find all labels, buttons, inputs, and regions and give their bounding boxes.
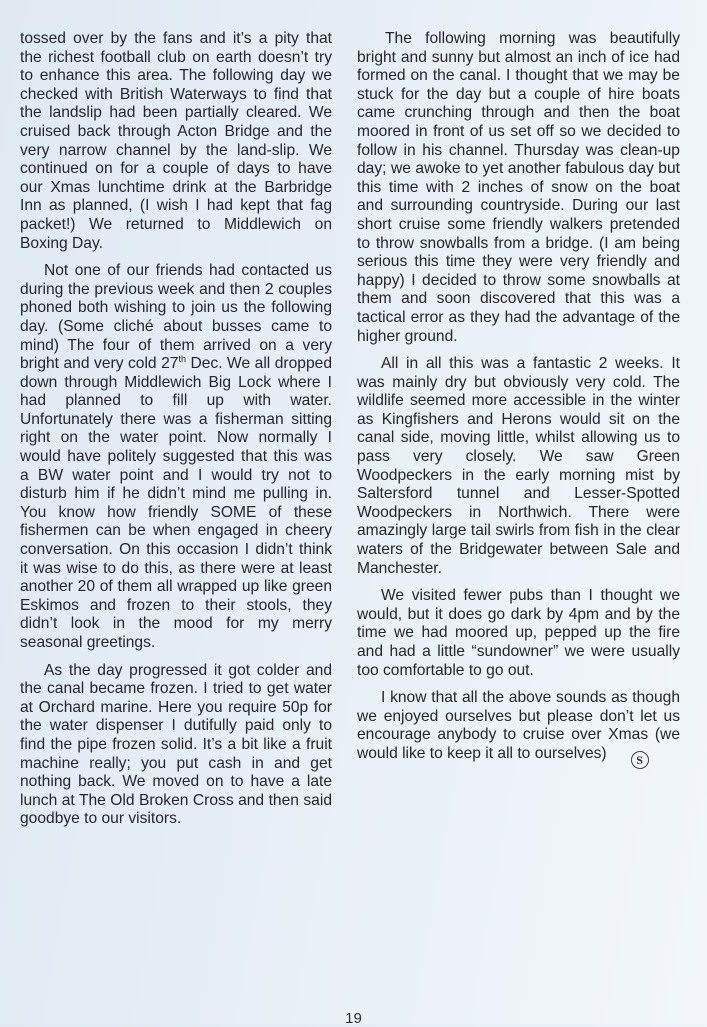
paragraph: tossed over by the fans and it’s a pity that the richest football club on earth doesn’t try to enhance this area. The following day we checked with British Waterways to find that the landslip had been partially cleared. We cruised back through Acton Bridge and the very narrow channel by the land-slip. We continued on for a couple of days to have our Xmas lunchtime drink at the Barbridge Inn as planned, (I wish I had kept that fag packet!) We returned to Middlewich on Boxing Day. <box>20 30 332 252</box>
ordinal-suffix: th <box>178 353 186 364</box>
paragraph: The following morning was beautifully bright and sunny but almost an inch of ice had formed on the canal. I thought that we may be stuck for the day but a couple of hire boats came crunching through and then the boat moored in front of us set off so we decided to follow in his channel. Thursday was clean-up day; we awoke to yet another fabulous day but this time with 2 inches of snow on the boat and surrounding countryside. During our last short cruise some friendly walkers pretended to throw snowballs from a bridge. (I am being serious this time they were very friendly and happy) I decided to throw some snowballs at them and soon discovered that this was a tactical error as they had the advantage of the higher ground. <box>357 30 680 345</box>
paragraph: We visited fewer pubs than I thought we would, but it does go dark by 4pm and by the time we had moored up, pepped up the fire and had a little “sundowner” we were usually too comfortable to go out. <box>357 587 680 679</box>
paragraph <box>357 689 680 767</box>
paragraph: All in all this was a fantastic 2 weeks. It was mainly dry but obviously very cold. The wildlife seemed more accessible in the winter as Kingfishers and Herons would sit on the canal side, moving little, whilst allowing us to pass very closely. We saw Green Woodpeckers in the early morning mist by Saltersford tunnel and Lesser-Spotted Woodpeckers in Northwich. There were amazingly large tail swirls from fish in the clear waters of the Bridgewater between Sale and Manchester. <box>357 355 680 577</box>
page-number: 19 <box>345 1010 362 1027</box>
paragraph <box>20 262 332 652</box>
end-of-article-icon: S <box>631 751 649 769</box>
paragraph: As the day progressed it got colder and the canal became frozen. I tried to get water at Orchard marine. Here you require 50p for the water dispenser I dutifully paid only to find the pipe frozen solid. It’s a bit like a fruit machine really; you put cash in and get nothing back. We moved on to have a late lunch at The Old Broken Cross and then said goodbye to our visitors. <box>20 661 332 828</box>
left-column <box>20 30 332 838</box>
paragraph-text: Not one of our friends had contacted us during the previous week and then 2 couples phoned both wishing to join us the following day. (Some cliché about busses came to mind) The four of them arrived on a very bright and very cold 27 <box>20 262 332 373</box>
right-column <box>357 30 680 773</box>
paragraph-text: I know that all the above sounds as though we enjoyed ourselves but please don’t let us encourage anybody to cruise over Xmas (we would like to keep it all to ourselves) <box>357 689 680 763</box>
paragraph-text: Dec. We all dropped down through Middlewich Big Lock where I had planned to fill up with water. Unfortunately there was a fisherman sitting right on the water point. Now normally I would have politely suggested that this was a BW water point and I would try not to disturb him if he didn’t mind me pulling in. You know how friendly SOME of these fishermen can be when engaged in cheery conversation. On this occasion I didn’t think it was wise to do this, as there were at least another 20 of them all wrapped up like green Eskimos and frozen to their stools, they didn’t look in the mood for my merry seasonal greetings. <box>20 355 332 651</box>
